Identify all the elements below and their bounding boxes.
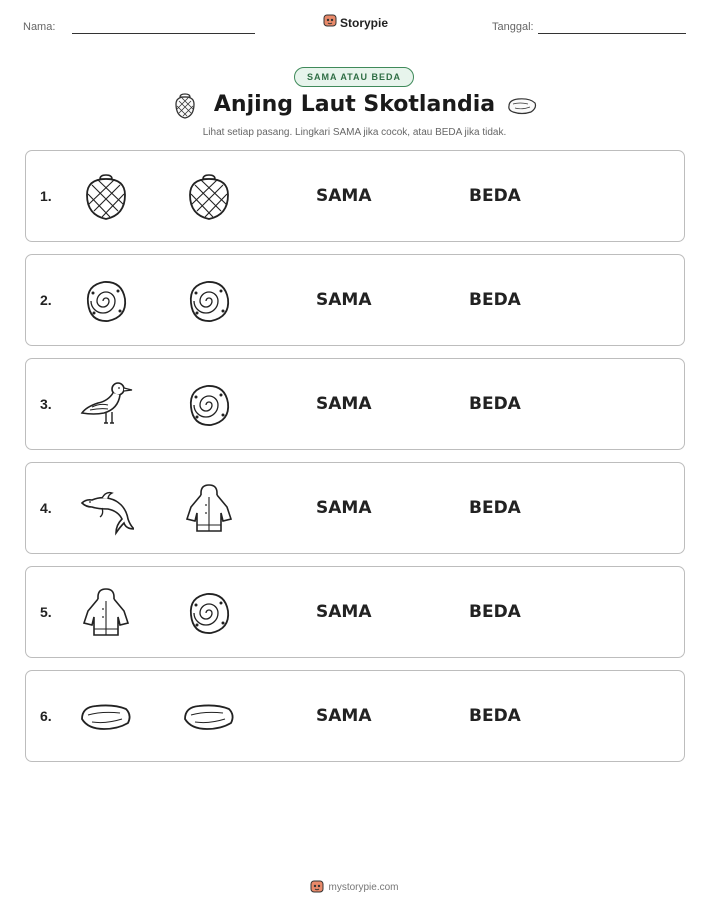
different-option[interactable]: BEDA <box>469 394 521 414</box>
fishing-net-icon <box>78 169 134 225</box>
different-option[interactable]: BEDA <box>469 706 521 726</box>
row-number: 4. <box>40 500 52 516</box>
row-number: 1. <box>40 188 52 204</box>
rock-icon <box>78 689 134 745</box>
different-option[interactable]: BEDA <box>469 290 521 310</box>
instructions-text: Lihat setiap pasang. Lingkari SAMA jika cocok, atau BEDA jika tidak. <box>202 127 507 138</box>
same-option[interactable]: SAMA <box>316 394 372 414</box>
same-option[interactable]: SAMA <box>316 602 372 622</box>
raincoat-icon <box>78 585 134 641</box>
shell-icon <box>78 273 134 329</box>
date-field[interactable] <box>538 33 686 34</box>
activity-badge: SAMA ATAU BEDA <box>294 67 414 87</box>
question-row <box>25 254 685 346</box>
question-row <box>25 670 685 762</box>
same-option[interactable]: SAMA <box>316 498 372 518</box>
different-option[interactable]: BEDA <box>469 498 521 518</box>
shell-icon <box>181 585 237 641</box>
question-row <box>25 358 685 450</box>
question-row <box>25 462 685 554</box>
different-option[interactable]: BEDA <box>469 602 521 622</box>
row-number: 2. <box>40 292 52 308</box>
question-row <box>25 566 685 658</box>
rock-icon <box>506 96 538 121</box>
name-label: Nama: <box>23 21 56 33</box>
different-option[interactable]: BEDA <box>469 186 521 206</box>
footer-url[interactable]: mystorypie.com <box>328 882 399 893</box>
row-number: 5. <box>40 604 52 620</box>
seagull-icon <box>78 377 134 433</box>
date-label: Tanggal: <box>492 21 534 33</box>
brand-name: Storypie <box>340 15 389 30</box>
page-footer <box>0 879 709 896</box>
page-title: Anjing Laut Skotlandia <box>213 92 496 117</box>
dolphin-icon <box>78 481 134 537</box>
storypie-logo-icon <box>323 13 337 32</box>
same-option[interactable]: SAMA <box>316 290 372 310</box>
question-row <box>25 150 685 242</box>
fishing-net-icon <box>181 169 237 225</box>
worksheet-header <box>0 0 709 40</box>
name-field[interactable] <box>72 33 255 34</box>
same-option[interactable]: SAMA <box>316 186 372 206</box>
row-number: 6. <box>40 708 52 724</box>
brand-logo <box>323 13 388 32</box>
storypie-logo-icon <box>310 879 324 896</box>
row-number: 3. <box>40 396 52 412</box>
raincoat-icon <box>181 481 237 537</box>
rock-icon <box>181 689 237 745</box>
same-option[interactable]: SAMA <box>316 706 372 726</box>
shell-icon <box>181 273 237 329</box>
shell-icon <box>181 377 237 433</box>
question-list <box>25 150 685 774</box>
